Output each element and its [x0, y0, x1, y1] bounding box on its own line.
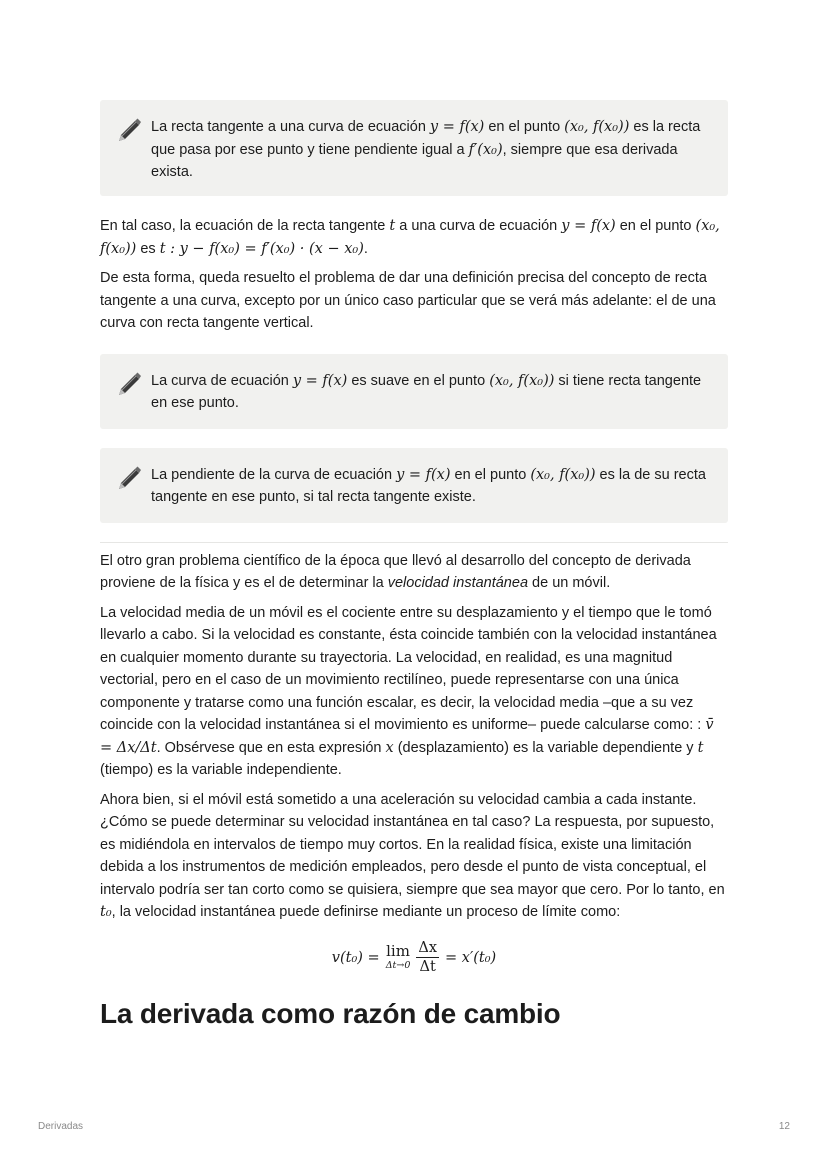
page-content — [100, 100, 728, 1030]
page-number: 12 — [778, 1121, 790, 1132]
callout-text: La recta tangente a una curva de ecuación y = f(x) en el punto (x₀, f(x₀)) es la recta que pasa por ese punto y tiene pendiente igual a f′(x₀), siempre que esa derivada exista. — [151, 119, 701, 180]
callout-text: La curva de ecuación y = f(x) es suave en el punto (x₀, f(x₀)) si tiene recta tangente en ese punto. — [151, 372, 702, 411]
callout-smooth-curve — [100, 354, 728, 429]
paragraph-average-velocity: La velocidad media de un móvil es el cociente entre su desplazamiento y el tiempo que le tomó llevarlo a cabo. Si la velocidad es constante, ésta coincide también con la velocidad instantánea en cualquier momento durante su trayectoria. La velocidad, en realidad, es una magnitud vectorial, pero en el caso de un movimiento rectilíneo, puede representarse con una única componente y tratarse como una función escalar, es decir, la velocidad media –que a su vez coincide con la velocidad instantánea si el movimiento es uniforme– puede calcularse como: : v̄ = Δx/Δt. Obsérvese que en esta expresión x (desplazamiento) es la variable dependiente y t (tiempo) es la variable independiente. — [100, 604, 717, 778]
paragraph-physics-problem: El otro gran problema científico de la época que llevó al desarrollo del concepto de derivada proviene de la física y es el de determinar la velocidad instantánea de un móvil. — [100, 552, 691, 591]
paragraph-tangent-equation: En tal caso, la ecuación de la recta tangente t a una curva de ecuación y = f(x) en el punto (x₀, f(x₀)) es t : y − f(x₀) = f′(x₀) · (x − x₀). — [100, 218, 720, 257]
limit-operator: lim Δt→0 — [385, 942, 411, 972]
fraction: $\frac{\Delta x}{\Delta t}$ — [418, 939, 438, 976]
footer-title: Derivadas — [38, 1121, 84, 1132]
paragraph-definition-resolved: De esta forma, queda resuelto el problema de dar una definición precisa del concepto de recta tangente a una curva, excepto por un único caso particular que se verá más adelante: el de una curva con recta tangente vertical. — [100, 270, 716, 331]
callout-tangent-definition — [100, 100, 728, 196]
section-heading: La derivada como razón de cambio — [100, 997, 561, 1029]
pencil-icon — [115, 370, 143, 398]
velocity-limit-formula: v(t₀) = lim Δt→0 $\frac{\Delta x}{\Delta t}$ = x′(t₀) — [331, 939, 497, 976]
pencil-icon — [115, 116, 143, 144]
callout-slope-definition — [100, 448, 728, 523]
paragraph-instantaneous-velocity: Ahora bien, si el móvil está sometido a una aceleración su velocidad cambia a cada instante. ¿Cómo se puede determinar su velocidad instantánea en tal caso? La respuesta, por supuesto, es midiéndola en intervalos de tiempo muy cortos. En la realidad física, existe una limitación debida a los instrumentos de medición empleados, pero desde el punto de vista conceptual, el intervalo podría ser tan corto como se quisiera, siempre que sea mayor que cero. Por lo tanto, en t₀, la velocidad instantánea puede definirse mediante un proceso de límite como: — [100, 791, 725, 920]
pencil-icon — [115, 464, 143, 492]
callout-text: La pendiente de la curva de ecuación y = f(x) en el punto (x₀, f(x₀)) es la de su recta tangente en ese punto, si tal recta tangente existe. — [151, 466, 706, 505]
